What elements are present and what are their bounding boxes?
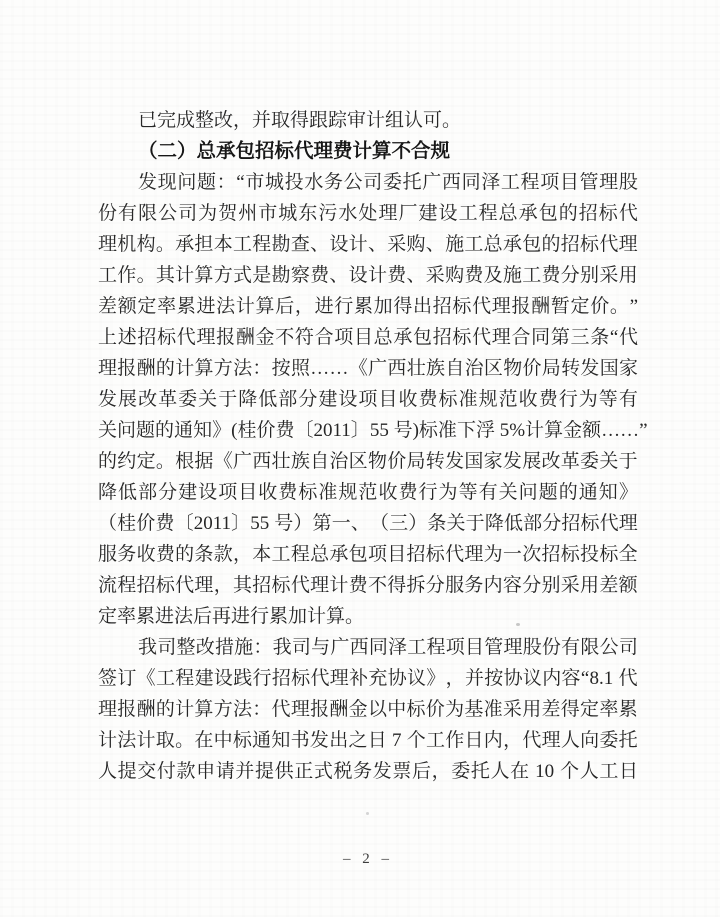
text-line: 我 司 整 改 措 施 ： 我 司 与 广 西 同 泽 工 程 项 目 管 理 股 份 有 限 公 司 — [138, 637, 638, 658]
text-line: 工 作 。 其 计 算 方 式 是 勘 察 费 、 设 计 费 、 采 购 费 及 施 工 费 分 别 采 用 — [98, 265, 638, 286]
text-line: 签 订 《 工 程 建 设 践 行 招 标 代 理 补 充 协 议 》 ， 并 按 协 议 内 容 “ 8.1 代 — [98, 668, 638, 689]
text-line: 降 低 部 分 建 设 项 目 收 费 标 准 规 范 收 费 行 为 等 有 关 问 题 的 通 知 》 — [98, 482, 638, 503]
text-line: 服 务 收 费 的 条 款 ， 本 工 程 总 承 包 项 目 招 标 代 理 为 一 次 招 标 投 标 全 — [98, 544, 638, 565]
text-line: 上 述 招 标 代 理 报 酬 金 不 符 合 项 目 总 承 包 招 标 代 理 合 同 第 三 条 “ 代 — [98, 327, 638, 348]
text-line: 理 报 酬 的 计 算 方 法 ： 按 照 … … 《 广 西 壮 族 自 治 区 物 价 局 转 发 国 家 — [98, 358, 638, 379]
text-line: 人 提 交 付 款 申 请 并 提 供 正 式 税 务 发 票 后 ， 委 托 人 在 10 个 人 工 日 — [98, 761, 638, 782]
text-line: 关 问 题 的 通 知 》 ( 桂 价 费 〔 2011 〕 55 号 ) 标 准 下 浮 5% 计 算 金 额 … … ” — [98, 420, 648, 441]
text-line: 理 报 酬 的 计 算 方 法 ： 代 理 报 酬 金 以 中 标 价 为 基 准 采 用 差 得 定 率 累 — [98, 699, 638, 720]
heading-line: （二）总承包招标代理费计算不合规 — [138, 141, 451, 162]
text-line: 流 程 招 标 代 理 ， 其 招 标 代 理 计 费 不 得 拆 分 服 务 内 容 分 别 采 用 差 额 — [98, 575, 638, 596]
text-line: 已完成整改，并取得跟踪审计组认可。 — [138, 110, 462, 131]
text-line: 定率累进法后再进行累加计算。 — [98, 606, 365, 627]
text-line: （ 桂 价 费 〔 2011 〕 55 号 ） 第 一 、 （ 三 ） 条 关 于 降 低 部 分 招 标 代 理 — [98, 513, 638, 534]
text-line: 差 额 定 率 累 进 法 计 算 后 ， 进 行 累 加 得 出 招 标 代 理 报 酬 暂 定 价 。 ” — [98, 296, 638, 317]
text-line: 发 现 问 题 ： “ 市 城 投 水 务 公 司 委 托 广 西 同 泽 工 程 项 目 管 理 股 — [138, 172, 638, 193]
text-line: 理 机 构 。 承 担 本 工 程 勘 查 、 设 计 、 采 购 、 施 工 总 承 包 的 招 标 代 理 — [98, 234, 638, 255]
text-line: 计 法 计 取 。 在 中 标 通 知 书 发 出 之 日 7 个 工 作 日 内 ， 代 理 人 向 委 托 — [98, 730, 638, 751]
text-line: 的 约 定 。 根 据 《 广 西 壮 族 自 治 区 物 价 局 转 发 国 家 发 展 改 革 委 关 于 — [98, 451, 638, 472]
scan-speck — [516, 623, 520, 626]
text-line: 份 有 限 公 司 为 贺 州 市 城 东 污 水 处 理 厂 建 设 工 程 总 承 包 的 招 标 代 — [98, 203, 638, 224]
text-line: 发 展 改 革 委 关 于 降 低 部 分 建 设 项 目 收 费 标 准 规 范 收 费 行 为 等 有 — [98, 389, 638, 410]
scan-speck — [366, 812, 369, 815]
page-number: – 2 – — [343, 851, 393, 867]
body-text — [98, 105, 648, 787]
